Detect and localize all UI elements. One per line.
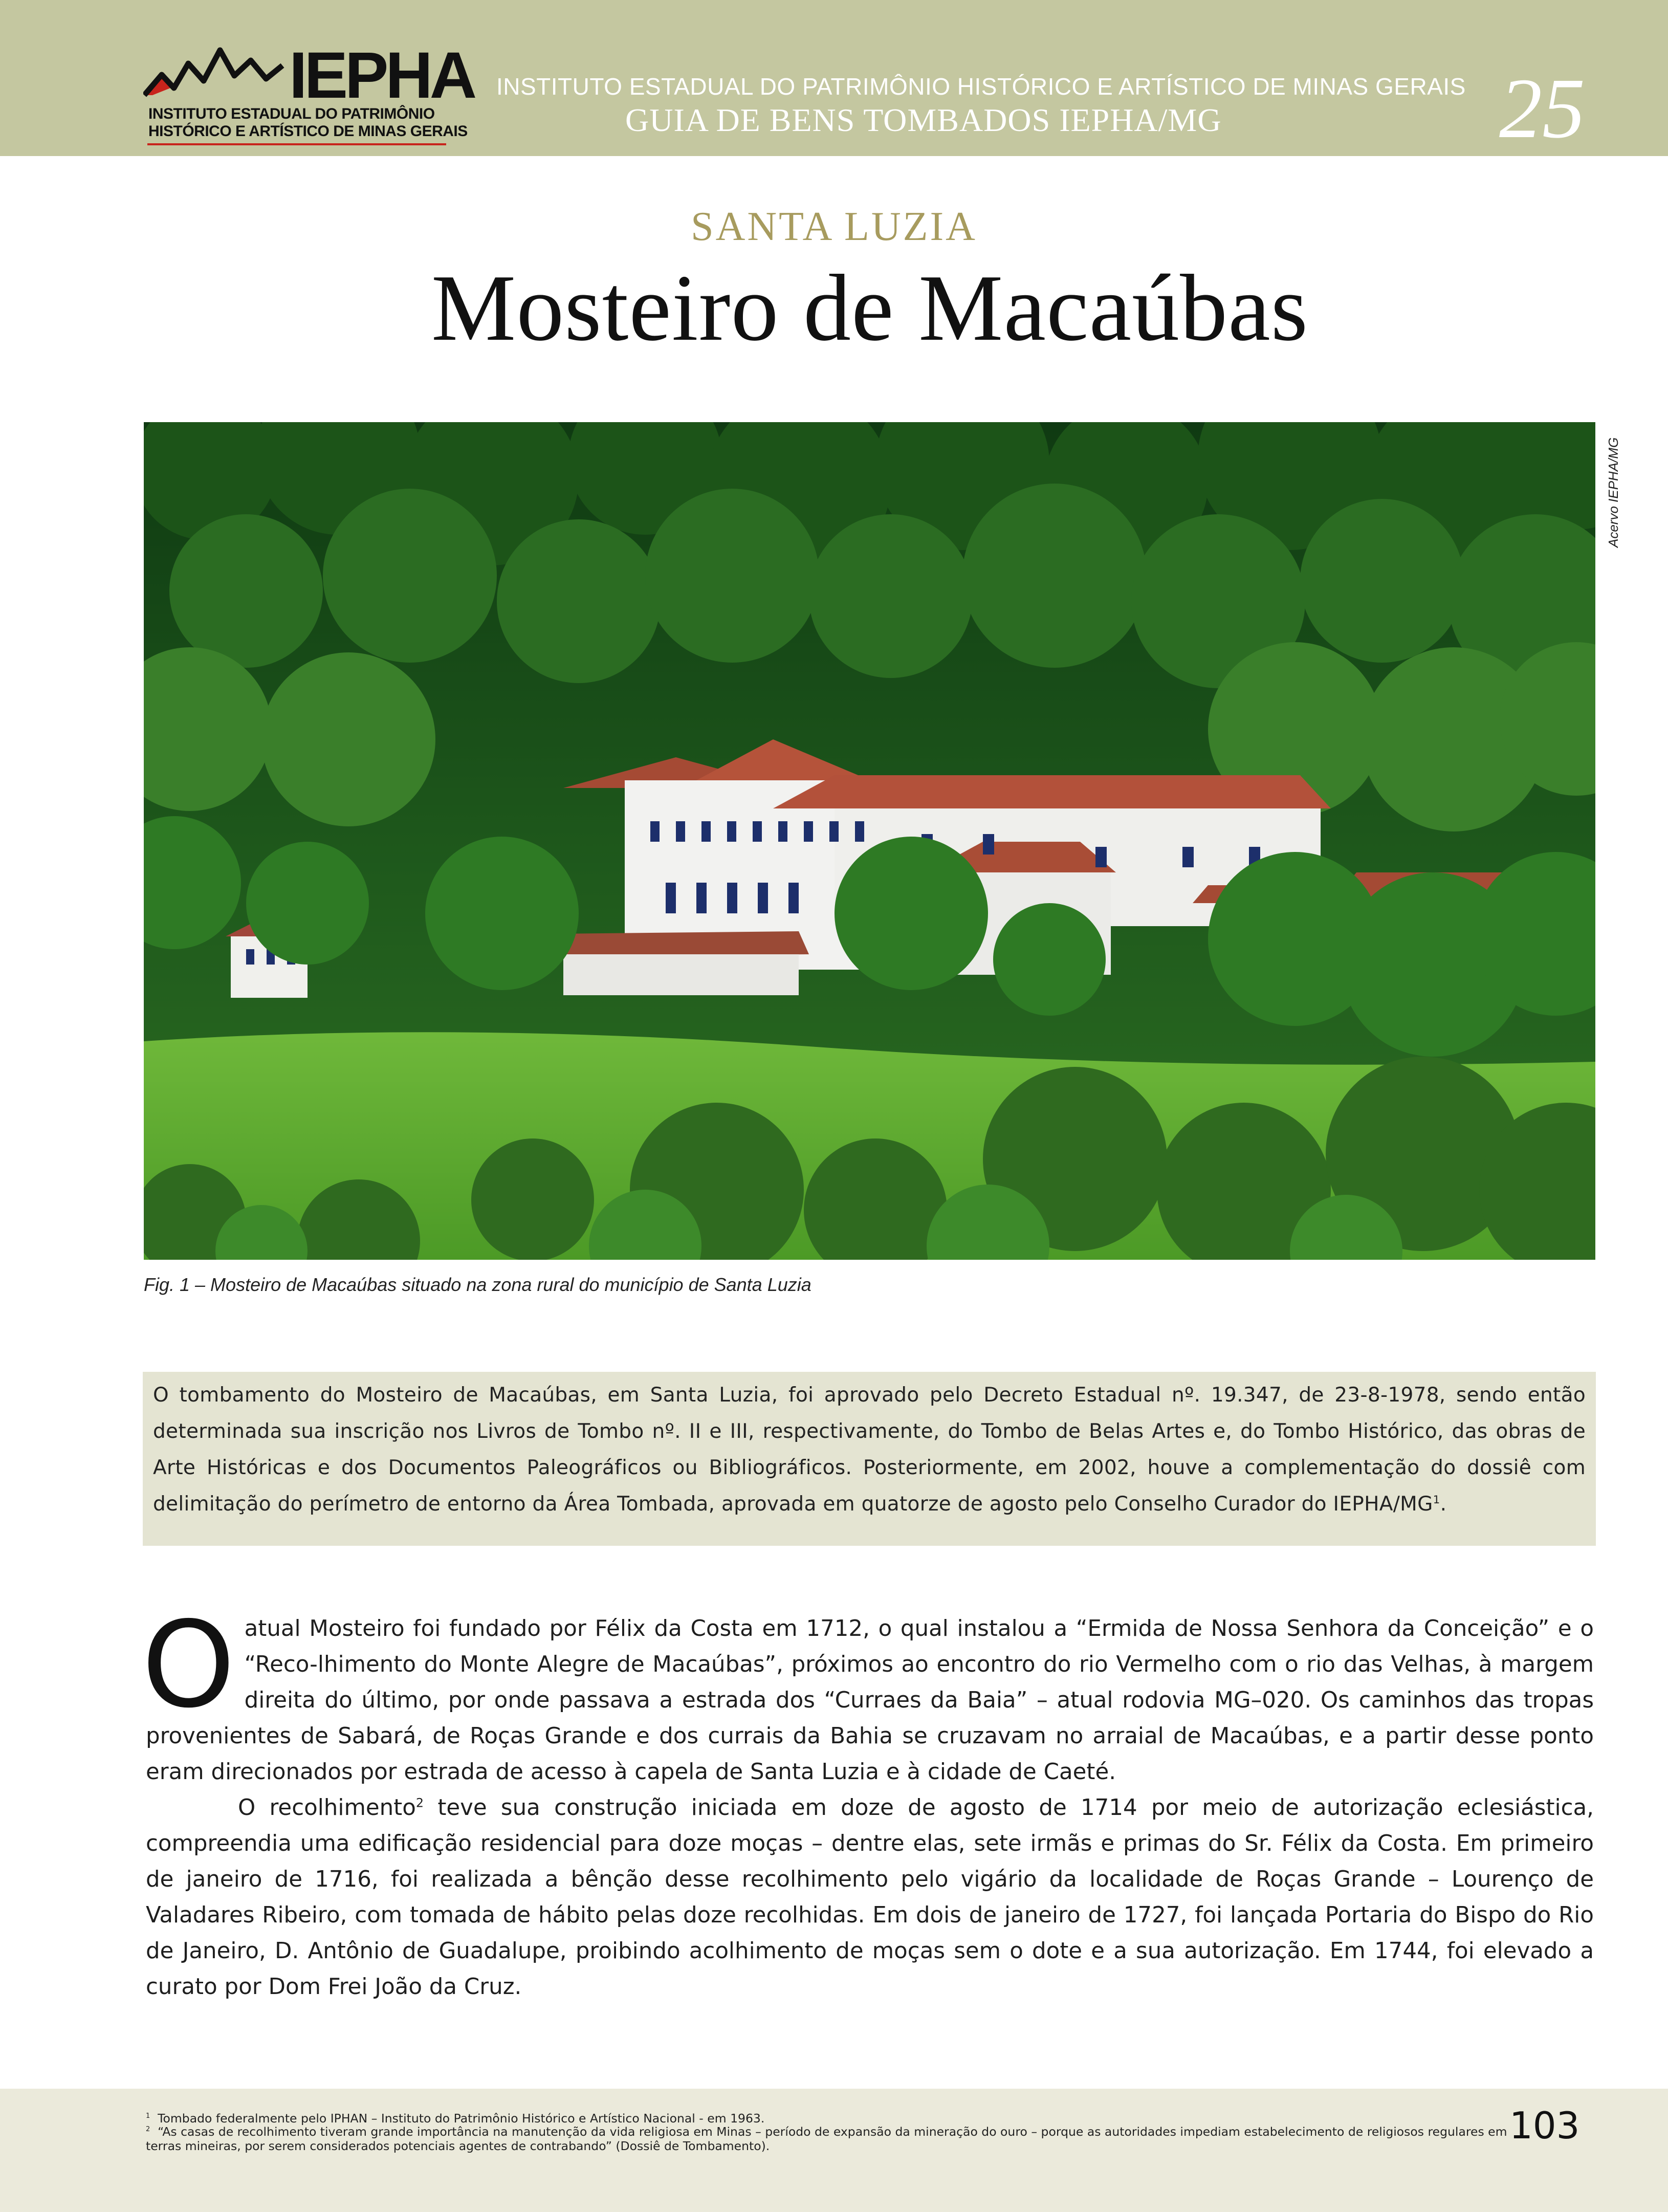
page-title: Mosteiro de Macaúbas: [431, 255, 1309, 361]
photo-caption: Fig. 1 – Mosteiro de Macaúbas situado na zona rural do município de Santa Luzia: [144, 1274, 811, 1295]
photo-credit: Acervo IEPHA/MG: [1606, 437, 1621, 547]
footnote-ref-2: 2: [415, 1795, 424, 1810]
paragraph-2: O recolhimento$^2$ teve sua construção iniciada em doze de agosto de 1714 por meio de autorização eclesiástica, compreendia uma edificação residencial para doze moças – dentre elas, sete irmãs e primas do Sr. Félix da Costa. Em primeiro de janeiro de 1716, foi realizada a bênção desse recolhimento pelo vigário da localidade de Roças Grande – Lourenço de Valadares Ribeiro, com tomada de hábito pelas doze recolhidas. Em dois de janeiro de 1727, foi lançada Portaria do Bispo do Rio de Janeiro, D. Antônio de Guadalupe, proibindo acolhimento de moças sem o dote e a sua autorização. Em 1744, foi elevado a curato por Dom Frei João da Cruz.: [146, 1795, 1594, 2000]
iepha-logo: [143, 39, 474, 147]
logo-subtitle-line2: HISTÓRICO E ARTÍSTICO DE MINAS GERAIS: [148, 123, 468, 140]
summary-text: O tombamento do Mosteiro de Macaúbas, em Santa Luzia, foi aprovado pelo Decreto Estadual nº. 19.347, de 23-8-1978, sendo então determinada sua inscrição nos Livros de Tombo nº. II e III, respectivamente, do Tombo de Belas Artes e, do Tombo Histórico, das obras de Arte Históricas e dos Documentos Paleográficos ou Bibliográficos. Posteriormente, em 2002, houve a complementação do dossiê com delimitação do perímetro de entorno da Área Tombada, aprovada em quatorze de agosto pelo Conselho Curador do IEPHA/$MG^1$.: [153, 1384, 1586, 1516]
entry-number: 25: [1499, 61, 1585, 156]
body-text: [142, 1596, 1594, 2005]
footnote-1: $^1$ Tombado federalmente pelo IPHAN – Instituto do Patrimônio Histórico e Artístico Nacional - em 1963.: [146, 2111, 765, 2126]
page-number: 103: [1509, 2104, 1580, 2147]
logo-wordmark: IEPHA: [289, 39, 474, 112]
monastery-photo: [144, 422, 1595, 1260]
institute-name: INSTITUTO ESTADUAL DO PATRIMÔNIO HISTÓRICO E ARTÍSTICO DE MINAS GERAIS: [496, 73, 1466, 100]
logo-subtitle-line1: INSTITUTO ESTADUAL DO PATRIMÔNIO: [148, 105, 435, 122]
drop-cap: O: [142, 1596, 235, 1734]
monastery-landscape-image: [144, 422, 1595, 1260]
logo-underline: [147, 143, 446, 145]
summary-box: [143, 1372, 1596, 1546]
footnote-ref-1: 1: [1433, 1494, 1440, 1506]
footnote-2: $^2$ “As casas de recolhimento tiveram grande importância na manutenção da vida religiosa em Minas – período de expansão da mineração do ouro – porque as autoridades impediam estabelecimento de religiosos regulares em terras mineiras, por serem considerados potenciais agentes de contrabando” (Dossiê de Tombamento).: [146, 2125, 1507, 2153]
mountain-logo-icon: [143, 45, 297, 101]
header-band: [0, 0, 1668, 156]
city-heading: SANTA LUZIA: [691, 204, 977, 249]
paragraph-1: Oatual Mosteiro foi fundado por Félix da Costa em 1712, o qual instalou a “Ermida de Nossa Senhora da Conceição” e o “Reco-lhimento do Monte Alegre de Macaúbas”, próximos ao encontro do rio Vermelho com o rio das Velhas, à margem direita do último, por onde passava a estrada dos “Curraes da Baia” – atual rodovia MG–020. Os caminhos das tropas provenientes de Sabará, de Roças Grande e dos currais da Bahia se cruzavam no arraial de Macaúbas, e a partir desse ponto eram direcionados por estrada de acesso à capela de Santa Luzia e à cidade de Caeté.: [142, 1596, 1594, 1785]
guide-title: GUIA DE BENS TOMBADOS IEPHA/MG: [625, 102, 1222, 138]
